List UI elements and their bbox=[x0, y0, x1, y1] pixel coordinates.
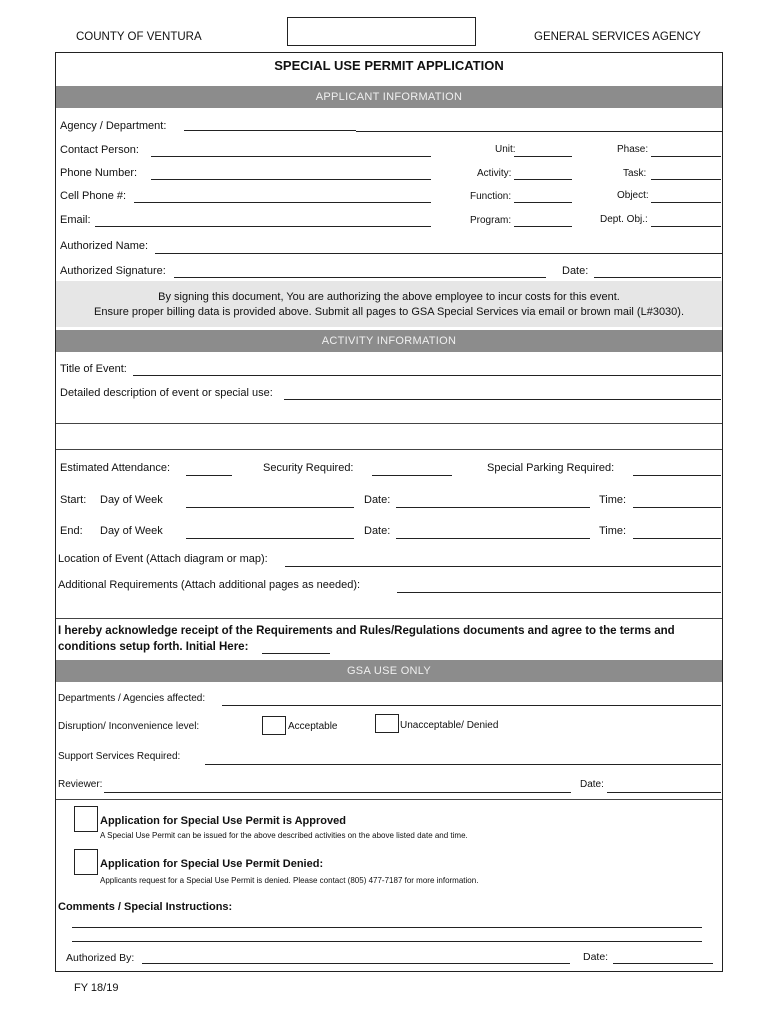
contact-label: Contact Person: bbox=[60, 144, 139, 156]
attendance-label: Estimated Attendance: bbox=[60, 462, 171, 474]
start-day-field[interactable] bbox=[186, 507, 354, 508]
ack-line-2: conditions setup forth. Initial Here: bbox=[58, 641, 249, 653]
auth-name-label: Authorized Name: bbox=[60, 240, 149, 252]
unit-label: Unit: bbox=[495, 144, 516, 155]
description-line-2[interactable] bbox=[56, 423, 722, 424]
approved-checkbox[interactable] bbox=[74, 806, 98, 832]
dept-obj-field[interactable] bbox=[651, 226, 721, 227]
disruption-label: Disruption/ Inconvenience level: bbox=[58, 721, 200, 732]
description-field[interactable] bbox=[284, 399, 721, 400]
end-time-label: Time: bbox=[599, 525, 627, 537]
function-label: Function: bbox=[470, 191, 512, 202]
contact-field[interactable] bbox=[151, 156, 431, 157]
attendance-field[interactable] bbox=[186, 475, 232, 476]
end-date-field[interactable] bbox=[396, 538, 590, 539]
end-label: End: bbox=[60, 525, 83, 537]
end-day-field[interactable] bbox=[186, 538, 354, 539]
security-label: Security Required: bbox=[263, 462, 354, 474]
denied-checkbox[interactable] bbox=[74, 849, 98, 875]
reviewer-label: Reviewer: bbox=[58, 779, 103, 790]
reviewer-date-field[interactable] bbox=[607, 792, 721, 793]
description-label: Detailed description of event or special use: bbox=[60, 387, 273, 399]
task-label: Task: bbox=[623, 168, 647, 179]
auth-name-field[interactable] bbox=[155, 253, 722, 254]
approved-description: A Special Use Permit can be issued for the above described activities on the above listed date and time. bbox=[100, 831, 468, 840]
end-time-field[interactable] bbox=[633, 538, 721, 539]
approved-title: Application for Special Use Permit is Approved bbox=[100, 815, 346, 827]
program-label: Program: bbox=[470, 215, 512, 226]
applicant-band: APPLICANT INFORMATION bbox=[56, 86, 722, 108]
agency-label: GENERAL SERVICES AGENCY bbox=[534, 31, 701, 43]
start-label: Start: bbox=[60, 494, 87, 506]
email-field[interactable] bbox=[95, 226, 431, 227]
event-title-label: Title of Event: bbox=[60, 363, 127, 375]
comments-label: Comments / Special Instructions: bbox=[58, 901, 233, 913]
notice-line-1: By signing this document, You are authorizing the above employee to incur costs for this event. bbox=[158, 291, 620, 303]
reviewer-date-label: Date: bbox=[580, 779, 604, 790]
cell-label: Cell Phone #: bbox=[60, 190, 127, 202]
departments-field[interactable] bbox=[222, 705, 721, 706]
support-label: Support Services Required: bbox=[58, 751, 181, 762]
program-field[interactable] bbox=[514, 226, 572, 227]
auth-sig-label: Authorized Signature: bbox=[60, 265, 166, 277]
authorized-date-field[interactable] bbox=[613, 963, 713, 964]
initial-field[interactable] bbox=[262, 653, 330, 654]
start-date-field[interactable] bbox=[396, 507, 590, 508]
activity-band: ACTIVITY INFORMATION bbox=[56, 330, 722, 352]
authorized-by-field[interactable] bbox=[142, 963, 570, 964]
unacceptable-checkbox[interactable] bbox=[375, 714, 399, 733]
object-field[interactable] bbox=[651, 202, 721, 203]
agency-field[interactable] bbox=[184, 130, 356, 131]
dept-obj-label: Dept. Obj.: bbox=[600, 214, 648, 225]
acceptable-checkbox[interactable] bbox=[262, 716, 286, 735]
auth-sig-field[interactable] bbox=[174, 277, 546, 278]
function-field[interactable] bbox=[514, 202, 572, 203]
auth-date-label: Date: bbox=[562, 265, 589, 277]
description-line-3[interactable] bbox=[56, 449, 722, 450]
authorized-date-label: Date: bbox=[583, 951, 609, 963]
location-field[interactable] bbox=[285, 566, 721, 567]
comments-line-2[interactable] bbox=[72, 941, 702, 942]
start-time-label: Time: bbox=[599, 494, 627, 506]
comments-line-1[interactable] bbox=[72, 927, 702, 928]
county-label: COUNTY OF VENTURA bbox=[76, 31, 202, 43]
form-number-box[interactable] bbox=[287, 17, 476, 46]
additional-label: Additional Requirements (Attach additional pages as needed): bbox=[58, 579, 361, 591]
phone-label: Phone Number: bbox=[60, 167, 138, 179]
gsa-divider bbox=[56, 799, 722, 800]
gsa-band: GSA USE ONLY bbox=[56, 660, 722, 682]
parking-field[interactable] bbox=[633, 475, 721, 476]
start-date-label: Date: bbox=[364, 494, 391, 506]
activity-label: Activity: bbox=[477, 168, 512, 179]
end-date-label: Date: bbox=[364, 525, 391, 537]
security-field[interactable] bbox=[372, 475, 452, 476]
object-label: Object: bbox=[617, 190, 649, 201]
phase-label: Phase: bbox=[617, 144, 649, 155]
agency-field-ext bbox=[356, 131, 722, 132]
fiscal-year-label: FY 18/19 bbox=[74, 982, 119, 994]
denied-description: Applicants request for a Special Use Permit is denied. Please contact (805) 477-7187 for more information. bbox=[100, 876, 479, 885]
additional-field[interactable] bbox=[397, 592, 721, 593]
support-field[interactable] bbox=[205, 764, 721, 765]
denied-title: Application for Special Use Permit Denied: bbox=[100, 858, 324, 870]
notice-box bbox=[56, 281, 722, 327]
form-title: SPECIAL USE PERMIT APPLICATION bbox=[274, 58, 504, 73]
agency-label: Agency / Department: bbox=[60, 120, 167, 132]
end-day-label: Day of Week bbox=[100, 525, 163, 537]
departments-label: Departments / Agencies affected: bbox=[58, 693, 206, 704]
start-time-field[interactable] bbox=[633, 507, 721, 508]
cell-field[interactable] bbox=[134, 202, 431, 203]
reviewer-field[interactable] bbox=[104, 792, 571, 793]
unacceptable-label: Unacceptable/ Denied bbox=[400, 720, 499, 731]
authorized-by-label: Authorized By: bbox=[66, 952, 135, 964]
auth-date-field[interactable] bbox=[594, 277, 721, 278]
email-label: Email: bbox=[60, 214, 91, 226]
unit-field[interactable] bbox=[514, 156, 572, 157]
additional-line-2[interactable] bbox=[56, 618, 722, 619]
parking-label: Special Parking Required: bbox=[487, 462, 615, 474]
phone-field[interactable] bbox=[151, 179, 431, 180]
phase-field[interactable] bbox=[651, 156, 721, 157]
activity-field[interactable] bbox=[514, 179, 572, 180]
event-title-field[interactable] bbox=[133, 375, 721, 376]
acceptable-label: Acceptable bbox=[288, 721, 338, 732]
location-label: Location of Event (Attach diagram or map): bbox=[58, 553, 268, 565]
notice-line-2: Ensure proper billing data is provided above. Submit all pages to GSA Special Services via email or brown mail (L#3030). bbox=[93, 306, 685, 318]
start-day-label: Day of Week bbox=[100, 494, 163, 506]
task-field[interactable] bbox=[651, 179, 721, 180]
ack-line-1: I hereby acknowledge receipt of the Requirements and Rules/Regulations documents and agree to the terms and bbox=[58, 625, 675, 637]
